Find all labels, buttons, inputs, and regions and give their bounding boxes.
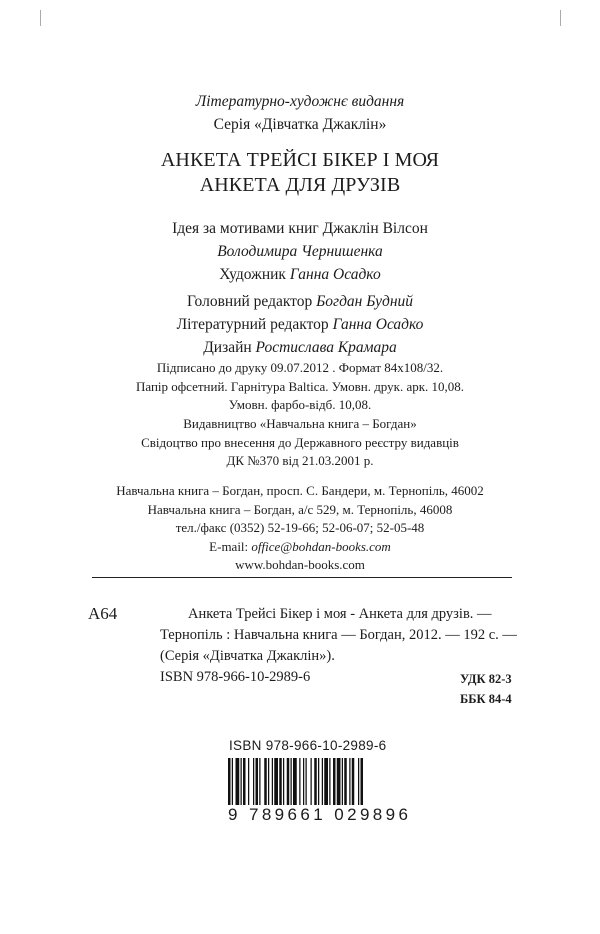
credits-block — [0, 217, 600, 286]
classification-codes — [460, 669, 512, 709]
bbk-code: ББК 84-4 — [460, 692, 512, 706]
idea-line: Ідея за мотивами книг Джаклін Вілсон — [172, 220, 428, 237]
designer: Дизайн Ростислава Крамара — [203, 339, 397, 356]
print-info-line-2: Папір офсетний. Гарнітура Baltica. Умовн. друк. арк. 10,08. — [135, 378, 465, 394]
book-title — [0, 148, 600, 198]
series-name: Серія «Дівчатка Джаклін» — [213, 116, 387, 133]
title-line-1: АНКЕТА ТРЕЙСІ БІКЕР І МОЯ — [160, 149, 440, 171]
website: www.bohdan-books.com — [235, 557, 365, 572]
print-info-block — [0, 359, 600, 415]
email-line: E-mail: office@bohdan-books.com — [209, 538, 391, 554]
crop-mark-top-right — [560, 10, 561, 26]
chief-editor: Головний редактор Богдан Будний — [186, 293, 414, 310]
bib-line-1: Анкета Трейсі Бікер і моя - Анкета для друзів. — — [188, 606, 492, 622]
editors-block — [0, 290, 600, 359]
crop-mark-top-left — [40, 10, 41, 26]
barcode-isbn-label: ISBN 978-966-10-2989-6 — [229, 738, 387, 753]
contacts-block — [0, 482, 600, 575]
edition-type: Літературно-художнє видання — [195, 93, 405, 110]
literary-editor: Літературний редактор Ганна Осадко — [176, 316, 424, 333]
publisher-line-1: Видавництво «Навчальна книга – Богдан» — [183, 416, 417, 431]
publisher-block — [0, 415, 600, 471]
barcode-icon — [228, 758, 401, 805]
email-address: office@bohdan-books.com — [251, 538, 391, 554]
print-info-line-3: Умовн. фарбо-відб. 10,08. — [228, 397, 372, 412]
artist-line: Художник Ганна Осадко — [219, 266, 381, 283]
divider — [92, 577, 512, 578]
phone-line: тел./факс (0352) 52-19-66; 52-06-07; 52-05-48 — [175, 520, 425, 535]
address-line-2: Навчальна книга – Богдан, а/с 529, м. Тернопіль, 46008 — [147, 501, 453, 517]
address-line-1: Навчальна книга – Богдан, просп. С. Бандери, м. Тернопіль, 46002 — [116, 483, 484, 498]
catalog-code: А64 — [88, 604, 118, 623]
heading-block — [0, 90, 600, 136]
barcode-digits: 9 789661 029896 — [228, 805, 412, 824]
bib-line-3: (Серія «Дівчатка Джаклін»). — [160, 648, 335, 664]
bib-line-4: ISBN 978-966-10-2989-6 — [160, 669, 311, 685]
bib-line-2: Тернопіль : Навчальна книга — Богдан, 2012. — 192 с. — — [160, 627, 517, 643]
idea-author: Володимира Чернишенка — [217, 243, 383, 260]
udk-code: УДК 82-3 — [460, 672, 512, 686]
publisher-line-3: ДК №370 від 21.03.2001 р. — [226, 453, 374, 468]
title-line-2: АНКЕТА ДЛЯ ДРУЗІВ — [199, 174, 401, 196]
print-info-line-1: Підписано до друку 09.07.2012 . Формат 84х108/32. — [156, 360, 444, 375]
publisher-line-2: Свідоцтво про внесення до Державного реєстру видавців — [141, 434, 459, 450]
